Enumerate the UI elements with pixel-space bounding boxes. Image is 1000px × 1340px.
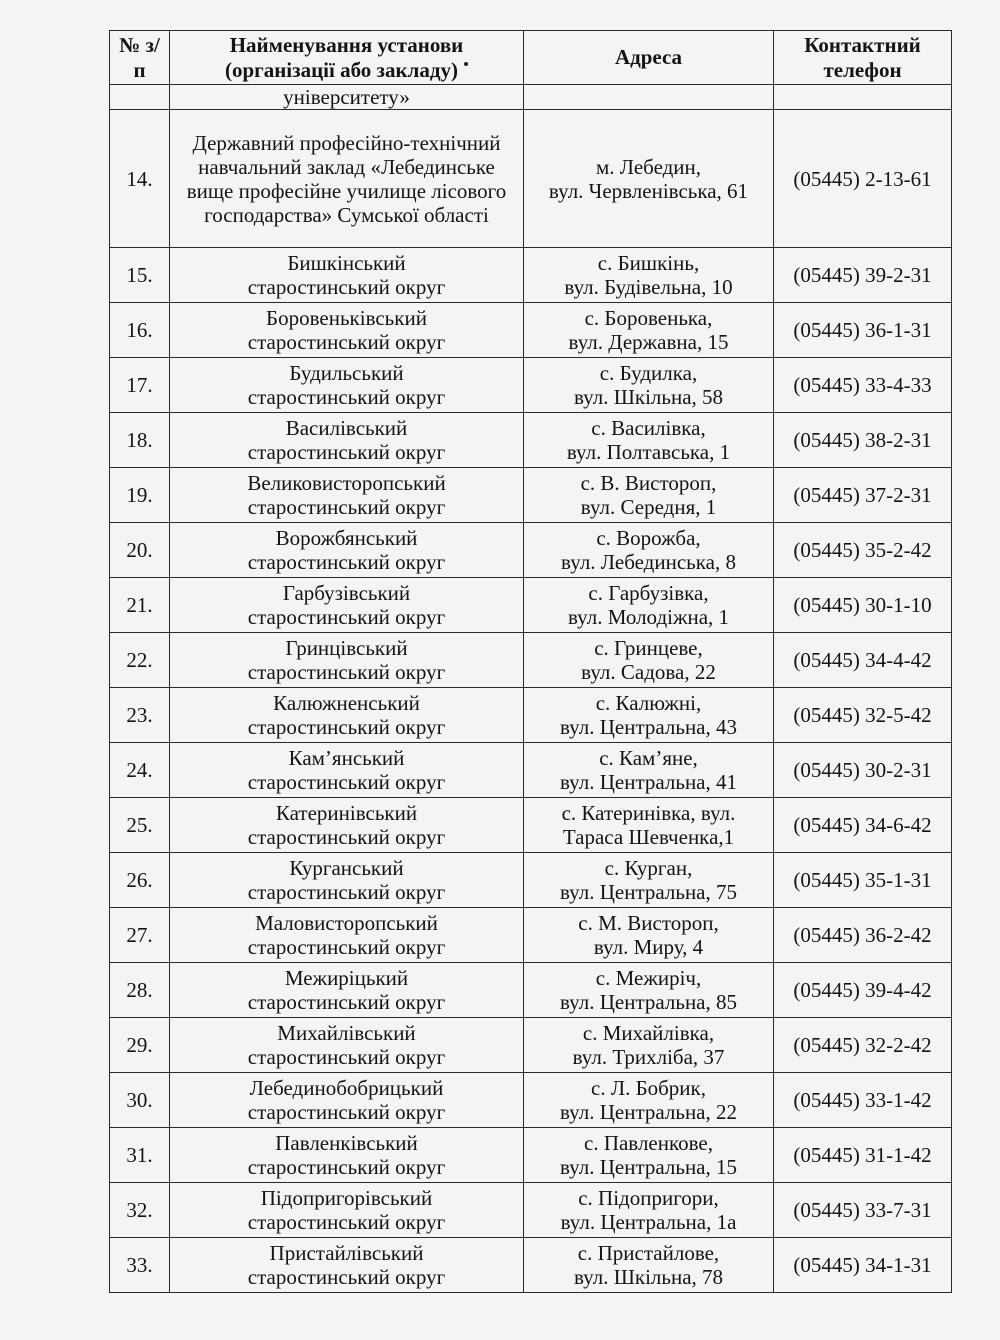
table-row (110, 303, 952, 358)
table-cell-phone: (05445) 30-1-10 (774, 578, 952, 633)
table-cell-address-line: вул. Центральна, 43 (559, 715, 738, 739)
table-row (110, 1183, 952, 1238)
table-cell-phone: (05445) 33-1-42 (774, 1073, 952, 1128)
table-cell-name-line: старостинський округ (247, 1155, 446, 1179)
table-cell-address-line: вул. Миру, 4 (593, 935, 704, 959)
table-cell-name (170, 523, 524, 578)
table-cell-address (524, 468, 774, 523)
table-cell-address-line: с. Курган, (604, 856, 693, 880)
table-row (110, 908, 952, 963)
table-cell-address (524, 633, 774, 688)
table-cell-address (524, 523, 774, 578)
table-cell-name (170, 798, 524, 853)
table-cell-address-line: м. Лебедин, (595, 154, 702, 179)
table-cell-address-line: с. Василівка, (591, 416, 706, 440)
table-cell-name (170, 248, 524, 303)
table-cell-address-line: с. В. Вистороп, (580, 471, 717, 495)
table-cell-address-line: вул. Центральна, 15 (559, 1155, 738, 1179)
table-cell-address-line: вул. Молодіжна, 1 (567, 605, 730, 629)
table-row (110, 1018, 952, 1073)
table-cell-name-line: Будильський (289, 361, 404, 385)
table-cell-address-line: с. Гринцеве, (594, 636, 703, 660)
table-cell-name-line: старостинський округ (247, 825, 446, 849)
header-num: № з/п (110, 31, 170, 85)
table-cell-phone: (05445) 2-13-61 (774, 110, 952, 248)
continuation-row (110, 85, 952, 110)
table-row (110, 743, 952, 798)
table-cell-phone: (05445) 31-1-42 (774, 1128, 952, 1183)
table-cell-name-line: Великовисторопський (247, 471, 446, 495)
table-cell-name (170, 853, 524, 908)
table-cell-address-line: вул. Шкільна, 78 (573, 1265, 724, 1289)
table-cell-num: 33. (110, 1238, 170, 1293)
table-cell-num: 28. (110, 963, 170, 1018)
table-cell-num: 20. (110, 523, 170, 578)
table-cell-address-line: с. Калюжні, (595, 691, 702, 715)
table-cell-address-line: с. Бишкінь, (597, 251, 700, 275)
table-cell-phone: (05445) 33-4-33 (774, 358, 952, 413)
table-cell-name-line: Лебединобобрицький (249, 1076, 444, 1100)
table-cell-name-line: Маловисторопський (255, 911, 438, 935)
table-row (110, 578, 952, 633)
table-cell-num: 18. (110, 413, 170, 468)
table-cell-phone: (05445) 34-1-31 (774, 1238, 952, 1293)
table-cell-address (524, 853, 774, 908)
table-row (110, 963, 952, 1018)
table-cell-name-line: Катеринівський (275, 801, 418, 825)
table-cell-name (170, 688, 524, 743)
table-cell-name (170, 413, 524, 468)
table-cell-name-line: Курганський (289, 856, 404, 880)
table-row (110, 798, 952, 853)
table-cell-name-line: Гринцівський (285, 636, 408, 660)
table-cell-address-line: с. Межиріч, (595, 966, 702, 990)
table-cell-num: 31. (110, 1128, 170, 1183)
table-cell-address (524, 743, 774, 798)
table-cell-num (110, 85, 170, 110)
table-cell-num: 25. (110, 798, 170, 853)
table-cell-address (524, 85, 774, 110)
table-cell-address-line: с. Підопригори, (578, 1186, 719, 1210)
table-cell-name (170, 963, 524, 1018)
table-cell-name-line: старостинський округ (247, 660, 446, 684)
table-cell-address-line: вул. Садова, 22 (581, 660, 716, 684)
table-row (110, 110, 952, 248)
table-cell-address-line: Тараса Шевченка,1 (562, 825, 735, 849)
table-cell-name-line: старостинський округ (247, 770, 446, 794)
table-cell-name-line: старостинський округ (247, 1265, 446, 1289)
table-row (110, 1073, 952, 1128)
table-cell-num: 15. (110, 248, 170, 303)
table-cell-num: 29. (110, 1018, 170, 1073)
table-cell-name-line: старостинський округ (247, 330, 446, 354)
table-row (110, 633, 952, 688)
table-cell-address-line: с. Гарбузівка, (588, 581, 709, 605)
table-cell-name-line: Павленківський (275, 1131, 418, 1155)
table-cell-address-line: вул. Центральна, 22 (559, 1100, 738, 1124)
institutions-table (109, 30, 952, 1293)
table-cell-num: 27. (110, 908, 170, 963)
table-cell-name: університету» (170, 85, 524, 110)
table-cell-address-line: с. Ворожба, (596, 526, 701, 550)
table-cell-phone: (05445) 39-2-31 (774, 248, 952, 303)
table-cell-name-line: Ворожбянський (275, 526, 418, 550)
table-cell-name (170, 578, 524, 633)
table-cell-name: Державний професійно-технічний навчальний заклад «Лебединське вище професійне училище лісового господарства» Сумської області (170, 110, 524, 248)
table-cell-address-line: вул. Центральна, 1а (560, 1210, 737, 1234)
table-cell-name-line: старостинський округ (247, 990, 446, 1014)
table-cell-num: 19. (110, 468, 170, 523)
table-cell-name-line: Боровеньківський (266, 306, 427, 330)
table-cell-num: 23. (110, 688, 170, 743)
table-cell-phone (774, 85, 952, 110)
table-cell-name-line: Гарбузівський (282, 581, 411, 605)
table-cell-name (170, 743, 524, 798)
table-cell-name-line: Василівський (285, 416, 408, 440)
header-address: Адреса (524, 31, 774, 85)
table-row (110, 248, 952, 303)
table-cell-name (170, 1073, 524, 1128)
table-cell-name-line: старостинський округ (247, 275, 446, 299)
stray-dot (464, 62, 468, 66)
table-cell-name-line: Михайлівський (277, 1021, 416, 1045)
table-cell-name-line: Межиріцький (284, 966, 409, 990)
table-cell-phone: (05445) 36-2-42 (774, 908, 952, 963)
table-cell-name (170, 1238, 524, 1293)
table-cell-address-line: с. Михайлівка, (582, 1021, 715, 1045)
table-cell-phone: (05445) 32-5-42 (774, 688, 952, 743)
table-cell-address (524, 1128, 774, 1183)
table-cell-phone: (05445) 39-4-42 (774, 963, 952, 1018)
table-cell-phone: (05445) 32-2-42 (774, 1018, 952, 1073)
table-cell-num: 17. (110, 358, 170, 413)
table-cell-address-line: вул. Середня, 1 (580, 495, 717, 519)
table-cell-num: 21. (110, 578, 170, 633)
table-cell-address-line: с. Боровенька, (584, 306, 713, 330)
table-cell-address-line: вул. Червленівська, 61 (548, 178, 749, 203)
table-cell-address-line: вул. Лебединська, 8 (561, 550, 736, 574)
table-row (110, 1128, 952, 1183)
table-cell-address (524, 358, 774, 413)
table-cell-name (170, 1183, 524, 1238)
table-cell-name-line: старостинський округ (247, 715, 446, 739)
table-cell-phone: (05445) 34-6-42 (774, 798, 952, 853)
table-cell-address (524, 1018, 774, 1073)
table-cell-address-line: вул. Центральна, 85 (559, 990, 738, 1014)
table-cell-num: 16. (110, 303, 170, 358)
table-cell-phone: (05445) 35-2-42 (774, 523, 952, 578)
table-cell-name (170, 633, 524, 688)
table-cell-name-line: Підопригорівський (260, 1186, 433, 1210)
table-cell-name (170, 303, 524, 358)
table-cell-address (524, 110, 774, 248)
table-cell-phone: (05445) 36-1-31 (774, 303, 952, 358)
table-cell-name-line: Кам’янський (288, 746, 405, 770)
table-cell-phone: (05445) 30-2-31 (774, 743, 952, 798)
table-cell-address (524, 248, 774, 303)
table-cell-phone: (05445) 38-2-31 (774, 413, 952, 468)
table-cell-address-line: с. Катеринівка, вул. (561, 801, 736, 825)
table-cell-num: 26. (110, 853, 170, 908)
table-cell-name-line: старостинський округ (247, 880, 446, 904)
table-cell-address-line: вул. Центральна, 41 (559, 770, 738, 794)
table-cell-address (524, 963, 774, 1018)
table-cell-address-line: вул. Шкільна, 58 (573, 385, 724, 409)
table-row (110, 853, 952, 908)
table-row (110, 523, 952, 578)
table-cell-address-line: с. Павленкове, (584, 1131, 713, 1155)
table-header-row (110, 31, 952, 85)
table-cell-num: 24. (110, 743, 170, 798)
table-cell-address (524, 578, 774, 633)
header-name: Найменування установи (організації або закладу) (170, 31, 524, 85)
table-row (110, 688, 952, 743)
table-row (110, 1238, 952, 1293)
table-cell-address-line: вул. Будівельна, 10 (564, 275, 733, 299)
table-cell-address (524, 798, 774, 853)
table-cell-name (170, 1018, 524, 1073)
table-cell-name-line: старостинський округ (247, 1045, 446, 1069)
table-cell-name (170, 358, 524, 413)
table-cell-phone: (05445) 37-2-31 (774, 468, 952, 523)
table-row (110, 358, 952, 413)
table-cell-name (170, 468, 524, 523)
table-cell-phone: (05445) 35-1-31 (774, 853, 952, 908)
table-row (110, 413, 952, 468)
table-cell-name (170, 908, 524, 963)
table-cell-address-line: вул. Полтавська, 1 (566, 440, 731, 464)
table-cell-name-line: старостинський округ (247, 385, 446, 409)
table-row (110, 468, 952, 523)
table-cell-name-line: старостинський округ (247, 440, 446, 464)
table-cell-phone: (05445) 33-7-31 (774, 1183, 952, 1238)
table-cell-address (524, 413, 774, 468)
table-cell-address (524, 1238, 774, 1293)
table-cell-num: 32. (110, 1183, 170, 1238)
table-cell-name (170, 1128, 524, 1183)
table-cell-num: 30. (110, 1073, 170, 1128)
table-cell-name-line: старостинський округ (247, 605, 446, 629)
table-cell-phone: (05445) 34-4-42 (774, 633, 952, 688)
table-cell-address (524, 303, 774, 358)
table-cell-address-line: вул. Центральна, 75 (559, 880, 738, 904)
table-cell-name-line: старостинський округ (247, 1210, 446, 1234)
table-cell-address (524, 908, 774, 963)
table-cell-address (524, 1073, 774, 1128)
table-cell-address-line: вул. Державна, 15 (568, 330, 729, 354)
table-cell-name-line: Пристайлівський (269, 1241, 424, 1265)
table-cell-address-line: с. Пристайлове, (577, 1241, 720, 1265)
table-cell-address-line: вул. Трихліба, 37 (572, 1045, 725, 1069)
table-cell-num: 22. (110, 633, 170, 688)
table-cell-name-line: старостинський округ (247, 550, 446, 574)
table-cell-address-line: с. М. Вистороп, (578, 911, 719, 935)
table-cell-address (524, 1183, 774, 1238)
table-cell-name-line: старостинський округ (247, 495, 446, 519)
table-cell-address (524, 688, 774, 743)
table-cell-name-line: старостинський округ (247, 1100, 446, 1124)
table-cell-address-line: с. Л. Бобрик, (591, 1076, 706, 1100)
table-cell-num: 14. (110, 110, 170, 248)
header-phone: Контактний телефон (774, 31, 952, 85)
table-cell-name-line: старостинський округ (247, 935, 446, 959)
table-cell-name-line: Калюжненський (273, 691, 420, 715)
table-cell-address-line: с. Будилка, (599, 361, 698, 385)
table-cell-address-line: с. Кам’яне, (599, 746, 698, 770)
table-cell-name-line: Бишкінський (287, 251, 406, 275)
